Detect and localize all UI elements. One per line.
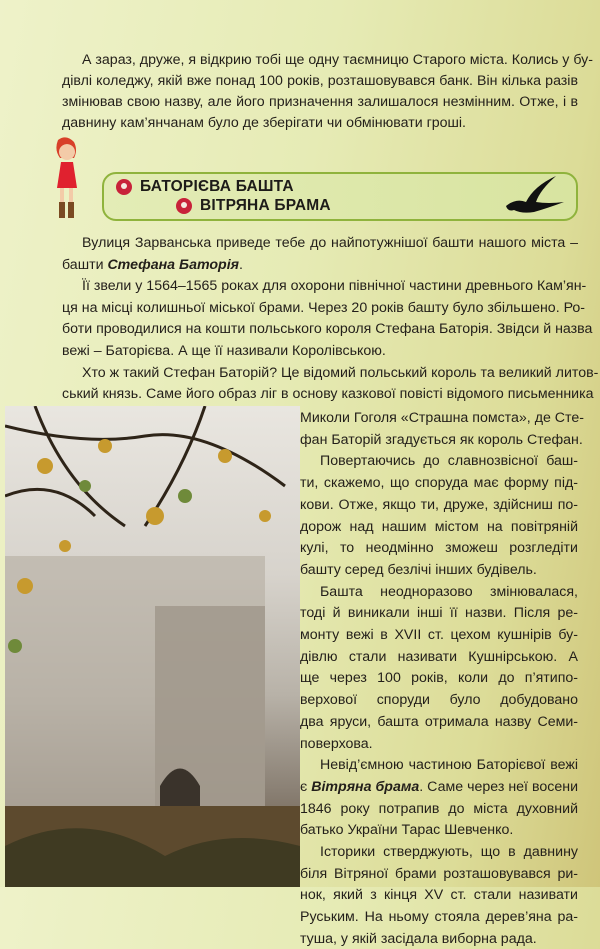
text-line [300,885,578,905]
text-line [300,668,578,688]
section-header [102,172,578,221]
text-segment: монту вежі в XVII ст. цехом кушнірів бу- [300,627,578,643]
text-segment: Повертаючись до славнозвісної баш- [320,453,578,470]
tower-photo [5,406,300,887]
text-segment: ти, скажемо, що споруда має форму під- [300,475,578,492]
text-segment: ще через 100 років, коли до п’ятипо- [300,670,578,687]
text-segment: верхової споруди було добудовано [300,692,578,709]
text-line [300,820,578,840]
text-line [82,50,593,70]
text-line [300,647,578,667]
text-segment: туша, у якій засідала виборна рада. [300,930,537,947]
text-line [300,777,578,797]
text-segment: Невід’ємною частиною Баторієвої вежі [320,757,578,774]
text-line [62,71,578,91]
text-segment: кулі, то неодмінно зможеш розгледіти [300,540,578,557]
text-line [300,625,578,645]
text-segment: Історики стверджують, що в давнину [320,844,578,860]
text-segment: башту серед безлічі інших будівель. [300,561,537,578]
text-segment: боти проводилися на кошти польського короля Стефана Баторія. Звідси й назва [62,321,593,338]
text-segment: давнину кам’янчанам було де зберігати чи обмінювати гроші. [62,115,466,131]
text-segment: Миколи Гоголя «Страшна помста», де Сте- [300,410,584,426]
text-segment: змінював свою назву, але його призначення залишалося незмінним. Отже, і в [62,94,578,110]
text-line [82,276,587,296]
text-segment: два яруси, башта отримала назву Семи- [300,713,578,730]
text-line [300,799,578,819]
text-segment: нок, який з кінця XV ст. стали називати [300,887,578,904]
location-pin-icon [116,179,132,195]
text-segment: . Саме через неї восени [419,778,578,795]
text-line [62,319,593,339]
text-segment: башти [62,256,108,273]
text-segment: є [300,778,312,795]
girl-illustration [50,136,84,220]
text-line [62,113,578,133]
emphasis-name: Стефана Баторія [107,256,240,273]
text-segment: тоді й виникали інші її назви. Після ре- [300,605,578,622]
text-line [320,582,578,602]
text-segment: Руським. На ньому стояла дерев’яна ра- [300,909,578,926]
text-line [62,92,578,112]
text-segment: дівлю стали називати Кушнірською. А [300,648,578,665]
text-segment: фан Баторій згадується як король Стефан. [300,431,583,448]
text-line [300,864,578,884]
text-line [82,233,578,253]
location-pin-icon [176,198,192,214]
text-segment: . [239,256,243,273]
text-line [300,712,578,732]
text-segment: Хто ж такий Стефан Баторій? Це відомий польський король та великий литов- [82,364,599,381]
text-segment: 1846 року потрапив до міста духовний [300,800,578,817]
text-segment: кови. Отже, якщо ти, друже, здійсниш по- [300,496,578,513]
text-segment: дорож над нашим містом на повітряній [300,518,578,535]
text-segment: дівлі коледжу, якій вже понад 100 років, розташовувався банк. Він кілька разів [62,73,578,89]
text-segment: Її звели у 1564–1565 роках для охорони північної частини древнього Кам’ян- [82,278,587,295]
text-line [300,517,578,537]
emphasis-name: Вітряна брама [311,778,420,795]
text-line [300,603,578,623]
text-segment: Башта неодноразово змінювалася, [320,583,578,600]
text-line [300,495,578,515]
text-line [62,384,594,404]
text-line [320,842,578,862]
text-line [300,430,583,450]
text-line [300,538,578,558]
text-line [300,907,578,927]
text-line [62,298,586,318]
text-line [320,451,578,471]
text-line [82,363,599,383]
text-line [300,473,578,493]
text-segment: ський князь. Саме його образ ліг в основу казкової повісті відомого письменника [62,386,594,403]
text-line [62,255,578,275]
text-segment: батько України Тарас Шевченко. [300,822,514,839]
text-segment: Вулиця Зарванська приведе тебе до найпотужнішої башти нашого міста – [82,235,578,251]
text-line [62,341,578,361]
section-title-bathory-tower: БАТОРІЄВА БАШТА [140,178,294,195]
text-segment: вежі – Баторієва. А ще її називали Королівською. [62,343,386,359]
text-segment: А зараз, друже, я відкрию тобі ще одну таємницю Старого міста. Колись у бу- [82,52,593,68]
text-line [300,690,578,710]
text-segment: ця на місці колишньої міської брами. Через 20 років башту було збільшено. Ро- [62,299,586,316]
text-line [300,408,584,428]
text-line [300,929,578,949]
text-line [320,755,578,775]
text-segment: поверхова. [300,735,373,752]
text-line [300,734,578,754]
text-line [300,560,578,580]
section-title-wind-gate: ВІТРЯНА БРАМА [200,197,331,214]
swallow-icon [504,172,566,218]
text-segment: біля Вітряної брами розташовувався ри- [300,865,578,882]
